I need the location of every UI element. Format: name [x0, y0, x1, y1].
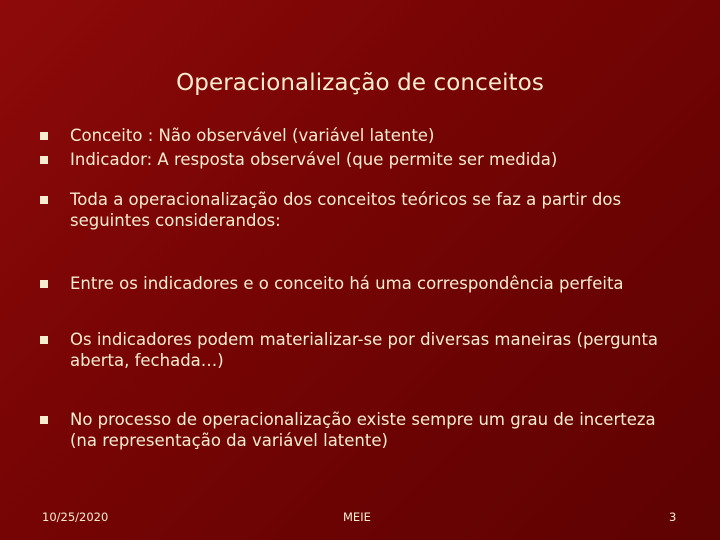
bullet-text: No processo de operacionalização existe sempre um grau de incerteza (na representação da variável latente): [70, 410, 656, 450]
bullet-square-icon: [40, 132, 48, 140]
bullet-text: Conceito : Não observável (variável latente): [70, 126, 435, 145]
bullet-text: Indicador: A resposta observável (que permite ser medida): [70, 150, 558, 169]
bullet-square-icon: [40, 336, 48, 344]
slide-title: Operacionalização de conceitos: [176, 70, 544, 96]
bullet-square-icon: [40, 196, 48, 204]
bullet-text: Os indicadores podem materializar-se por diversas maneiras (pergunta aberta, fechada…): [70, 330, 659, 370]
footer-page-number: 3: [669, 510, 677, 524]
bullet-text: Entre os indicadores e o conceito há uma correspondência perfeita: [70, 274, 624, 293]
bullet-text: Toda a operacionalização dos conceitos teóricos se faz a partir dos seguintes considerandos:: [70, 190, 622, 230]
bullet-square-icon: [40, 156, 48, 164]
bullet-square-icon: [40, 416, 48, 424]
bullet-square-icon: [40, 280, 48, 288]
footer-center-label: MEIE: [343, 510, 371, 524]
footer-date: 10/25/2020: [42, 510, 109, 524]
